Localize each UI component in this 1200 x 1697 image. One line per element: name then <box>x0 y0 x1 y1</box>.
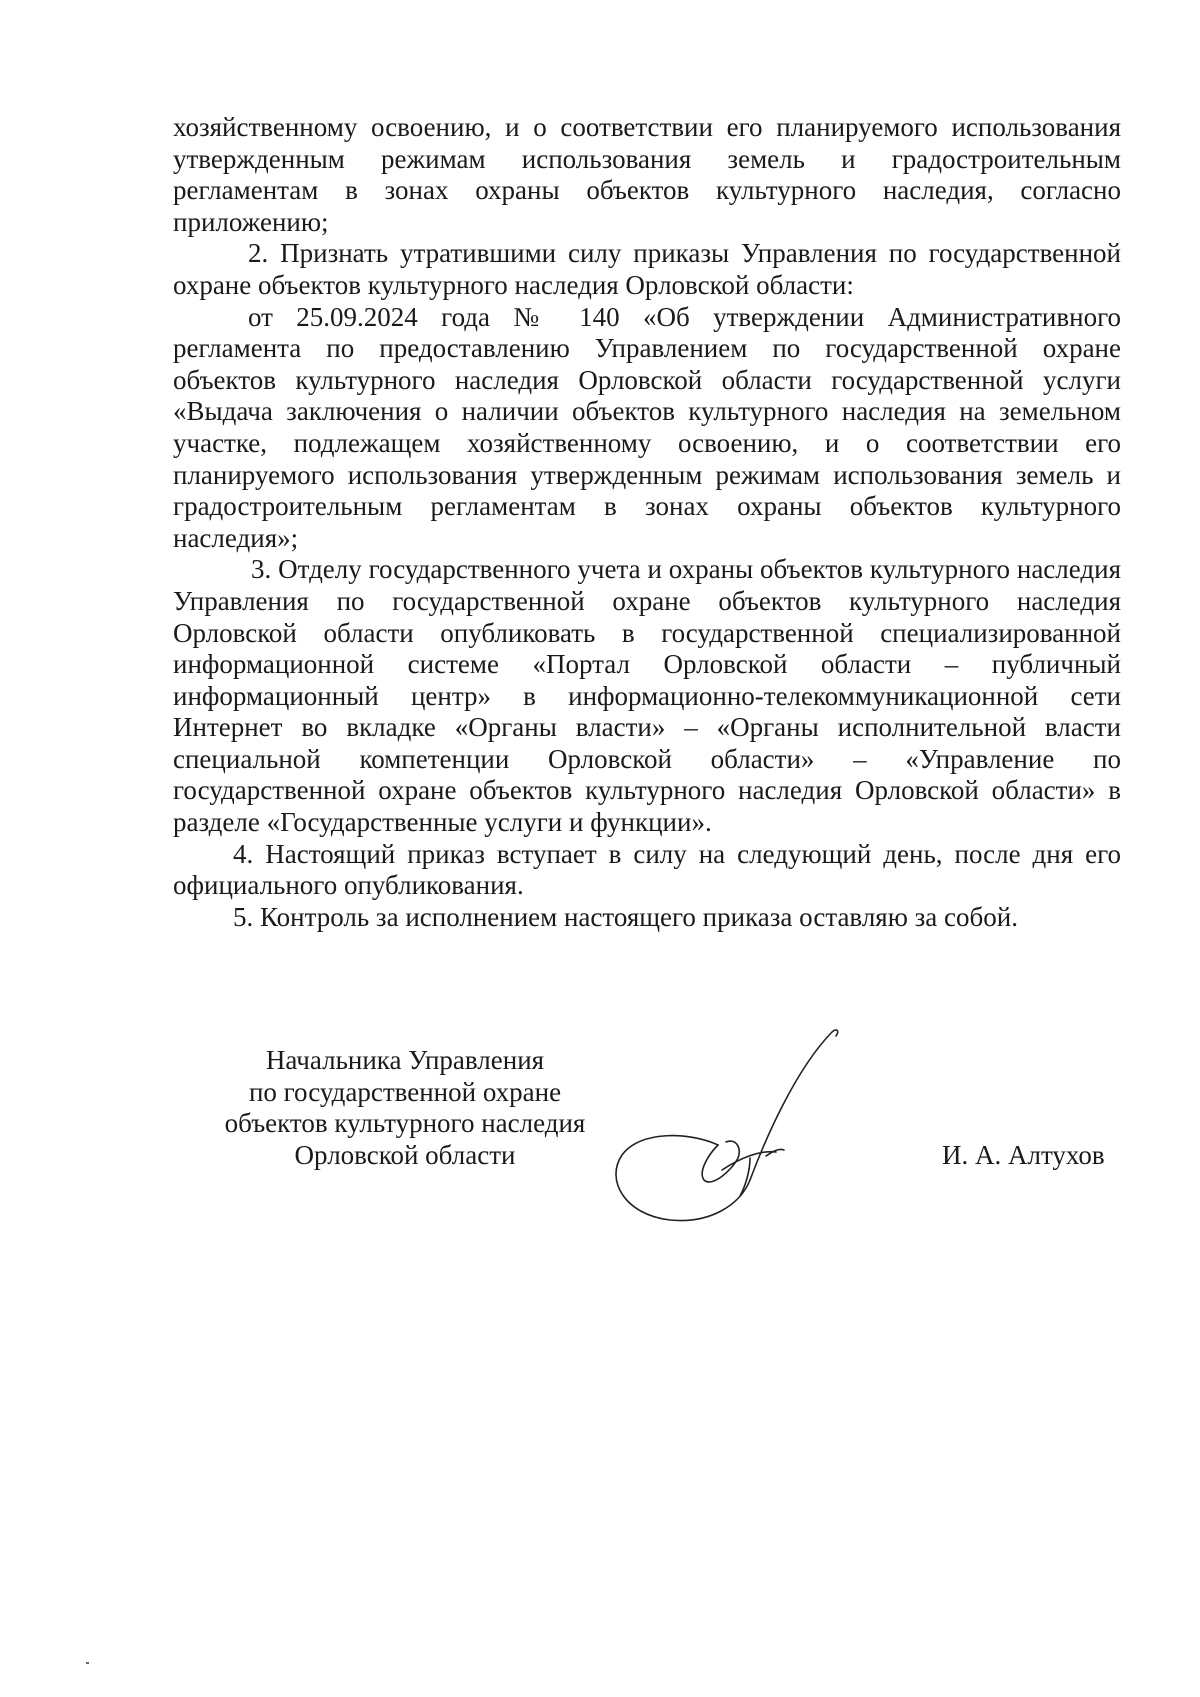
paragraph-repealed-order: от 25.09.2024 года № 140 «Об утверждении Административного регламента по предоставлению Управлением по государственной охране объектов культурного наследия Орловской области государственной услуги «Выдача заключения о наличии объектов культурного наследия на земельном участке, подлежащем хозяйственному освоению, и о соответствии его планируемого использования утвержденным режимам использования земель и градостроительным регламентам в зонах охраны объектов культурного наследия»; <box>173 301 1121 553</box>
handwritten-signature-icon <box>600 1020 870 1230</box>
document-body <box>173 112 1121 933</box>
signatory-name: И. А. Алтухов <box>942 1140 1105 1170</box>
signatory-title-line: объектов культурного наследия <box>224 1108 586 1139</box>
signatory-title-line: Начальника Управления <box>265 1045 545 1075</box>
paragraph-item-2: 2. Признать утратившими силу приказы Управления по государственной охране объектов культурного наследия Орловской области: <box>173 238 1121 300</box>
signatory-title <box>200 1045 610 1171</box>
signatory-title-line: по государственной охране <box>248 1076 562 1107</box>
scan-speck <box>86 1662 89 1664</box>
paragraph-item-5: 5. Контроль за исполнением настоящего приказа оставляю за собой. <box>233 901 1018 932</box>
paragraph-item-4: 4. Настоящий приказ вступает в силу на следующий день, после дня его официального опубликования. <box>173 838 1121 901</box>
paragraph-continuation: хозяйственному освоению, и о соответствии его планируемого использования утвержденным режимам использования земель и градостроительным регламентам в зонах охраны объектов культурного наследия, согласно приложению; <box>173 112 1121 237</box>
signatory-title-line: Орловской области <box>294 1139 516 1170</box>
paragraph-item-3: 3. Отделу государственного учета и охраны объектов культурного наследия Управления по государственной охране объектов культурного наследия Орловской области опубликовать в государственной специализированной информационной системе «Портал Орловской области – публичный информационный центр» в информационно-телекоммуникационной сети Интернет во вкладке «Органы власти» – «Органы исполнительной власти специальной компетенции Орловской области» – «Управление по государственной охране объектов культурного наследия Орловской области» в разделе «Государственные услуги и функции». <box>173 554 1121 838</box>
